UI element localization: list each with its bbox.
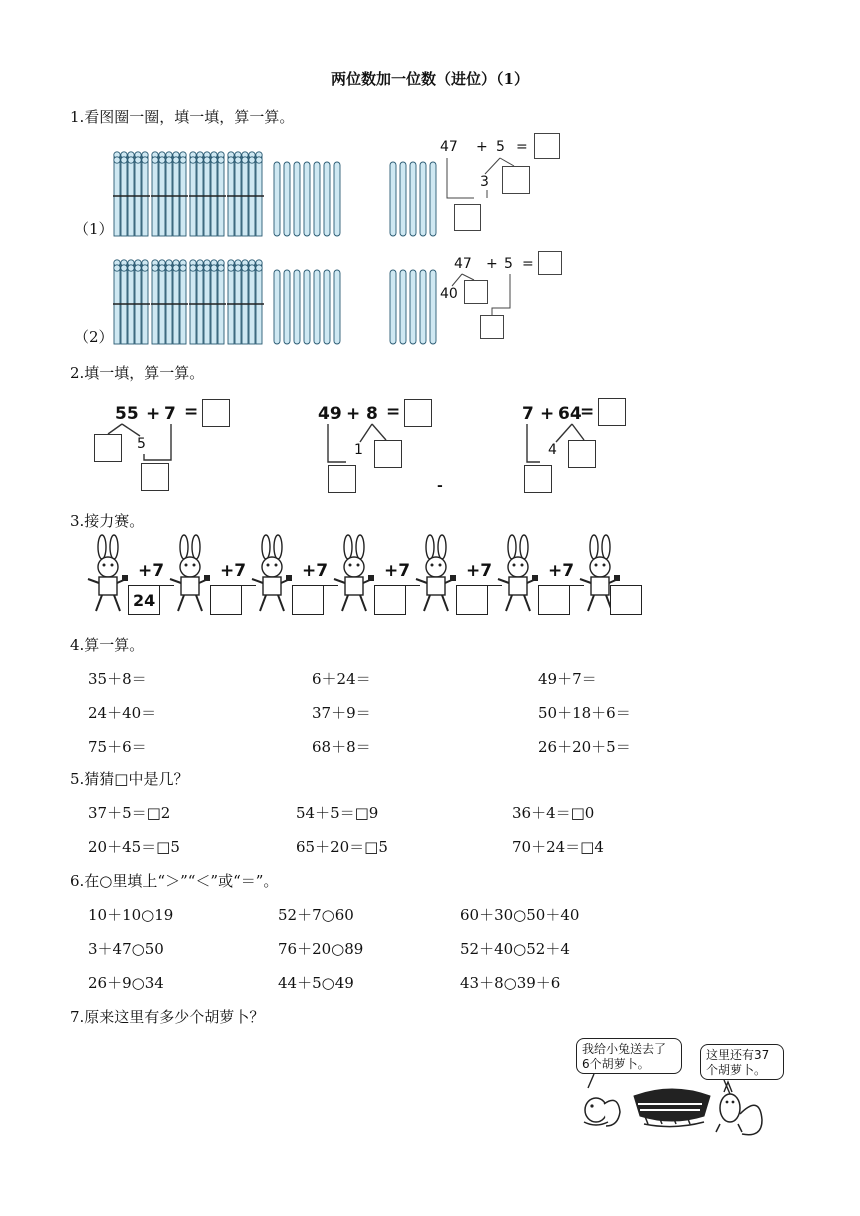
q2-p2-eq: =	[386, 402, 401, 422]
relay-start-box	[128, 585, 160, 615]
q2-p1-split: 5	[137, 436, 146, 452]
q1-p2-a: 47	[454, 256, 472, 272]
relay-answer-box[interactable]	[292, 585, 324, 615]
plus-seven-label: +7	[220, 561, 247, 581]
bubble-line: 我给小兔送去了	[582, 1042, 667, 1056]
sticks-picture	[114, 258, 454, 348]
q2-dash-mark: -	[437, 478, 443, 494]
bundle-of-ten-icon	[227, 152, 264, 236]
q1-heading: 1.看图圈一圈，填一填，算一算。	[70, 108, 295, 126]
single-sticks-icon	[390, 162, 436, 236]
q1-p2-label: （2）	[74, 328, 114, 346]
rabbit-runner-icon	[252, 535, 292, 615]
q4-item: 24＋40＝	[88, 704, 157, 722]
q5-item: 20＋45＝□5	[88, 838, 180, 856]
q6-item: 52＋40○52＋4	[460, 940, 570, 958]
speech-bubble-left	[576, 1038, 682, 1074]
q4-item: 26＋20＋5＝	[538, 738, 631, 756]
bundle-of-ten-icon	[151, 152, 188, 236]
q2-p3-a: 7	[522, 404, 534, 424]
plus-seven-label: +7	[466, 561, 493, 581]
bubble-line: 6个胡萝卜。	[582, 1057, 650, 1071]
q2-p1-op: +	[146, 404, 161, 424]
q6-item: 43＋8○39＋6	[460, 974, 561, 992]
single-sticks-icon	[274, 270, 340, 344]
q2-p1-b: 7	[164, 404, 176, 424]
q5-item: 70＋24＝□4	[512, 838, 604, 856]
bubble-line: 这里还有37	[706, 1048, 770, 1062]
q5-item: 65＋20＝□5	[296, 838, 388, 856]
relay-answer-box[interactable]	[538, 585, 570, 615]
q1-p2-op: +	[486, 256, 498, 272]
q1-p1-b: 5	[496, 139, 505, 155]
plus-seven-label: +7	[302, 561, 329, 581]
q1-p1-split: 3	[480, 174, 489, 190]
q1-p2-eq: =	[522, 256, 534, 272]
carrot-pile-icon	[634, 1089, 710, 1127]
q2-p2-op: +	[346, 404, 361, 424]
q1-p1-op: +	[476, 139, 488, 155]
q7-heading: 7.原来这里有多少个胡萝卜？	[70, 1008, 265, 1026]
q6-item: 26＋9○34	[88, 974, 164, 992]
q2-p3-split: 4	[548, 442, 557, 458]
plus-seven-label: +7	[138, 561, 165, 581]
q6-item: 52＋7○60	[278, 906, 354, 924]
q4-heading: 4.算一算。	[70, 636, 145, 654]
rabbit-runner-icon	[88, 535, 128, 615]
relay-answer-box[interactable]	[610, 585, 642, 615]
single-sticks-icon	[390, 270, 436, 344]
q2-p1-eq: =	[184, 402, 199, 422]
bundle-of-ten-icon	[189, 152, 226, 236]
relay-start-value: 24	[133, 591, 156, 610]
q5-item: 54＋5＝□9	[296, 804, 379, 822]
q4-item: 35＋8＝	[88, 670, 147, 688]
relay-answer-box[interactable]	[374, 585, 406, 615]
rabbit-runner-icon	[170, 535, 210, 615]
q1-p1-label: （1）	[74, 220, 114, 238]
q6-heading: 6.在○里填上“＞”“＜”或“＝”。	[70, 872, 279, 890]
q2-p3-eq: =	[580, 402, 595, 422]
plus-seven-label: +7	[548, 561, 575, 581]
q5-heading: 5.猜猜□中是几？	[70, 770, 189, 788]
q5-item: 36＋4＝□0	[512, 804, 595, 822]
squirrel-left-icon	[584, 1098, 620, 1126]
q3-heading: 3.接力赛。	[70, 512, 145, 530]
bundle-of-ten-icon	[151, 260, 188, 344]
q2-p1-a: 55	[115, 404, 139, 424]
q1-p2-b: 5	[504, 256, 513, 272]
q1-p2-split: 40	[440, 286, 458, 302]
q6-item: 3＋47○50	[88, 940, 164, 958]
q2-p3-b: 64	[558, 404, 582, 424]
q2-p3-op: +	[540, 404, 555, 424]
q4-item: 68＋8＝	[312, 738, 371, 756]
plus-seven-label: +7	[384, 561, 411, 581]
q6-item: 76＋20○89	[278, 940, 364, 958]
q2-p2-a: 49	[318, 404, 342, 424]
page-title: 两位数加一位数（进位）（1）	[331, 70, 529, 88]
sticks-picture	[114, 150, 454, 240]
relay-answer-box[interactable]	[210, 585, 242, 615]
relay-race	[88, 535, 658, 620]
q5-item: 37＋5＝□2	[88, 804, 171, 822]
rabbit-runner-icon	[416, 535, 456, 615]
bundle-of-ten-icon	[113, 152, 150, 236]
q6-item: 10＋10○19	[88, 906, 174, 924]
q4-item: 37＋9＝	[312, 704, 371, 722]
relay-answer-box[interactable]	[456, 585, 488, 615]
q1-p1-a: 47	[440, 139, 458, 155]
rabbit-runner-icon	[498, 535, 538, 615]
q4-item: 6＋24＝	[312, 670, 371, 688]
q2-heading: 2.填一填，算一算。	[70, 364, 205, 382]
q2-p2-split: 1	[354, 442, 363, 458]
bubble-line: 个胡萝卜。	[706, 1063, 767, 1077]
bundle-of-ten-icon	[189, 260, 226, 344]
q4-item: 75＋6＝	[88, 738, 147, 756]
q1-p1-eq: =	[516, 139, 528, 155]
bundle-of-ten-icon	[227, 260, 264, 344]
squirrel-right-icon	[716, 1082, 762, 1135]
q4-item: 50＋18＋6＝	[538, 704, 631, 722]
q2-p2-b: 8	[366, 404, 378, 424]
q6-item: 44＋5○49	[278, 974, 354, 992]
single-sticks-icon	[274, 162, 340, 236]
bundle-of-ten-icon	[113, 260, 150, 344]
rabbit-runner-icon	[334, 535, 374, 615]
q6-item: 60＋30○50＋40	[460, 906, 580, 924]
q7-illustration	[574, 1074, 794, 1144]
q4-item: 49＋7＝	[538, 670, 597, 688]
